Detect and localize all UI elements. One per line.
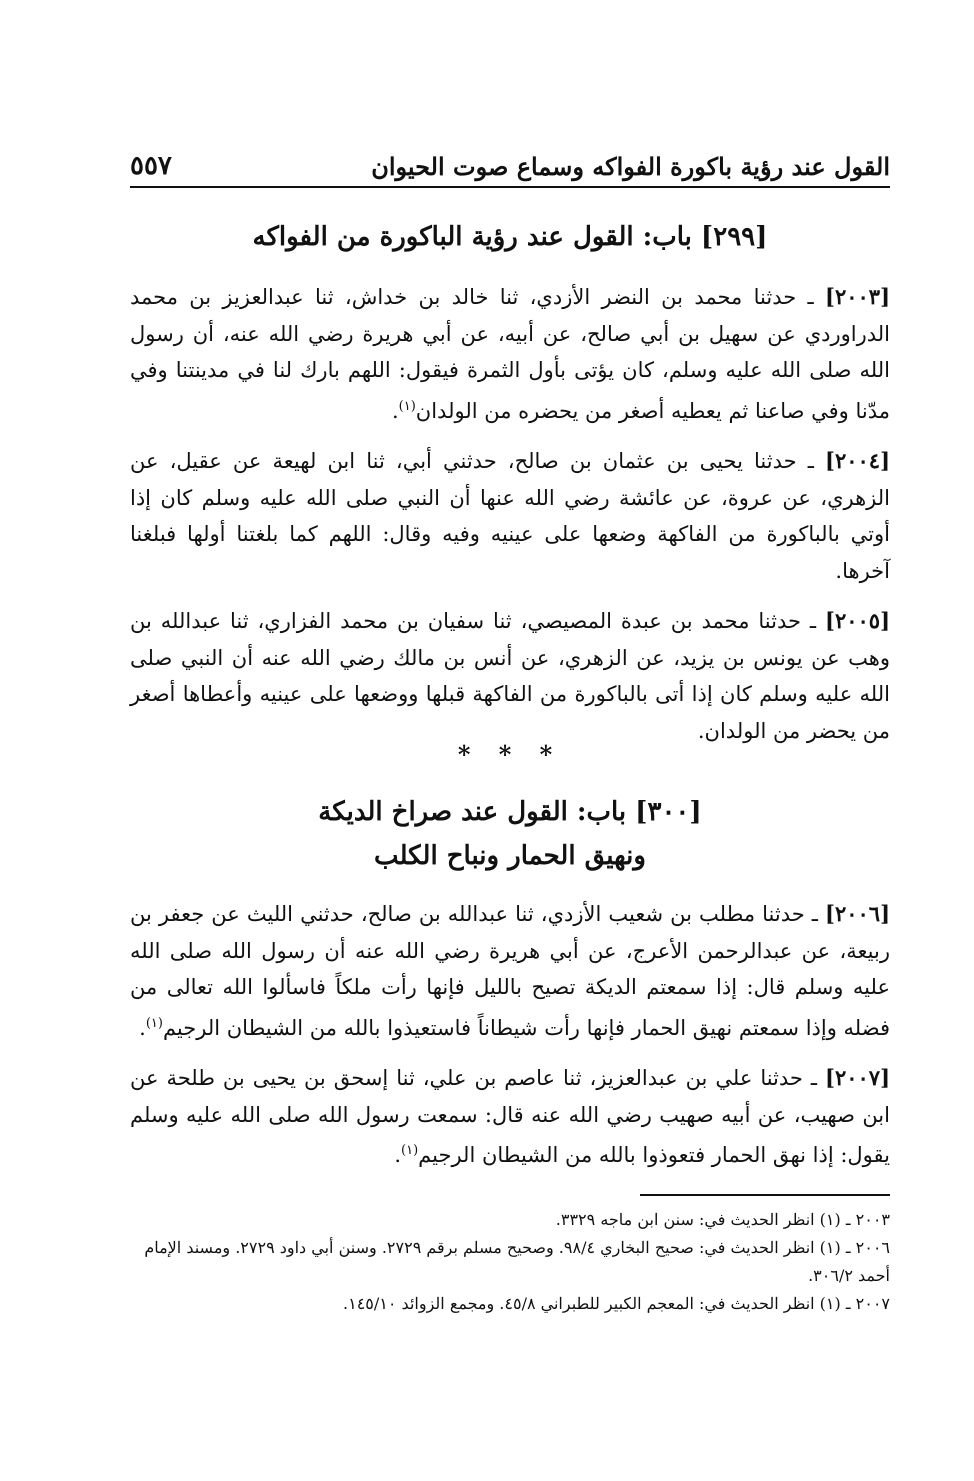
hadith-2004 bbox=[130, 443, 890, 589]
section-heading-line2: ونهيق الحمار ونباح الكلب bbox=[374, 841, 646, 871]
hadith-number: [٢٠٠٦] bbox=[825, 901, 890, 926]
hadith-text: ـ حدثنا محمد بن عبدة المصيصي، ثنا سفيان بن محمد الفزاري، ثنا عبدالله بن وهب عن يونس بن يزيد، عن الزهري، عن أنس بن مالك رضي الله عنه أن النبي صلى الله عليه وسلم كان إذا أتى بالباكورة من الفاكهة قبلها ووضعها على عينيه وأعطاها أصغر من يحضر من الولدان bbox=[130, 609, 890, 743]
hadith-text: ـ حدثنا مطلب بن شعيب الأزدي، ثنا عبدالله بن صالح، حدثني الليث عن جعفر بن ربيعة، عن عبدالرحمن الأعرج، عن أبي هريرة رضي الله عنه أن رسول الله صلى الله عليه وسلم قال: إذا سمعتم الديكة تصيح بالليل فإنها رأت ملكاً فاسألوا الله تعالى من فضله وإذا سمعتم نهيق الحمار فإنها رأت شيطاناً فاستعيذوا بالله من الشيطان الرجيم bbox=[130, 902, 890, 1040]
running-title: القول عند رؤية باكورة الفواكه وسماع صوت الحيوان bbox=[371, 151, 890, 181]
hadith-text: ـ حدثنا علي بن عبدالعزيز، ثنا عاصم بن علي، ثنا إسحق بن يحيى بن طلحة عن ابن صهيب، عن أبيه صهيب رضي الله عنه قال: سمعت رسول الله صلى الله عليه وسلم يقول: إذا نهق الحمار فتعوذوا بالله من الشيطان الرجيم bbox=[130, 1066, 890, 1167]
footnote-ref[interactable]: (١) bbox=[398, 398, 416, 414]
section-heading: [٢٩٩] باب: القول عند رؤية الباكورة من الفواكه bbox=[252, 222, 768, 252]
section-separator: * * * bbox=[457, 740, 563, 769]
hadith-2007 bbox=[130, 1060, 890, 1174]
book-page bbox=[130, 0, 890, 1481]
hadith-end: . bbox=[835, 558, 843, 583]
hadith-number: [٢٠٠٣] bbox=[825, 284, 890, 309]
hadith-2003 bbox=[130, 279, 890, 429]
hadith-number: [٢٠٠٧] bbox=[825, 1065, 890, 1090]
footnote-ref[interactable]: (١) bbox=[145, 1015, 163, 1031]
footnotes bbox=[130, 1206, 890, 1318]
hadith-number: [٢٠٠٥] bbox=[825, 608, 890, 633]
hadith-2005 bbox=[130, 603, 890, 749]
footnote-ref[interactable]: (١) bbox=[401, 1143, 419, 1158]
footnote-2006: ٢٠٠٦ ـ (١) انظر الحديث في: صحيح البخاري ٩٨/٤. وصحيح مسلم برقم ٢٧٢٩. وسنن أبي داود ٢٧٢٩. ومسند الإمام أحمد ٣٠٦/٢. bbox=[144, 1238, 890, 1285]
section-300 bbox=[130, 790, 890, 1188]
hadith-end: . bbox=[697, 718, 705, 743]
running-header bbox=[130, 146, 890, 188]
hadith-end: . bbox=[394, 1143, 402, 1167]
footnote-2007: ٢٠٠٧ ـ (١) انظر الحديث في: المعجم الكبير للطبراني ٤٥/٨. ومجمع الزوائد ١٤٥/١٠. bbox=[343, 1294, 890, 1313]
hadith-end: . bbox=[139, 1015, 146, 1040]
section-heading-line1: [٣٠٠] باب: القول عند صراخ الديكة bbox=[318, 797, 702, 827]
page-number: ٥٥٧ bbox=[130, 151, 172, 181]
hadith-text: ـ حدثنا يحيى بن عثمان بن صالح، حدثني أبي، ثنا ابن لهيعة عن عقيل، عن الزهري، عن عروة، عن عائشة رضي الله عنها أن النبي صلى الله عليه وسلم كان إذا أوتي بالباكورة من الفاكهة وضعها على عينيه وفيه وقال: اللهم كما بلغتنا أولها فبلغنا آخرها bbox=[130, 449, 890, 583]
footnote-divider bbox=[640, 1194, 890, 1196]
hadith-2006 bbox=[130, 896, 890, 1046]
section-299 bbox=[130, 215, 890, 763]
hadith-number: [٢٠٠٤] bbox=[825, 448, 890, 473]
hadith-text: ـ حدثنا محمد بن النضر الأزدي، ثنا خالد بن خداش، ثنا عبدالعزيز بن محمد الدراوردي عن سهيل بن أبي صالح، عن أبيه، عن أبي هريرة رضي الله عنه، أن رسول الله صلى الله عليه وسلم، كان يؤتى بأول الثمرة فيقول: اللهم بارك لنا في مدينتنا وفي مدّنا وفي صاعنا ثم يعطيه أصغر من يحضره من الولدان bbox=[130, 285, 890, 423]
footnote-2003: ٢٠٠٣ ـ (١) انظر الحديث في: سنن ابن ماجه ٣٣٢٩. bbox=[555, 1210, 890, 1229]
hadith-end: . bbox=[391, 398, 399, 423]
